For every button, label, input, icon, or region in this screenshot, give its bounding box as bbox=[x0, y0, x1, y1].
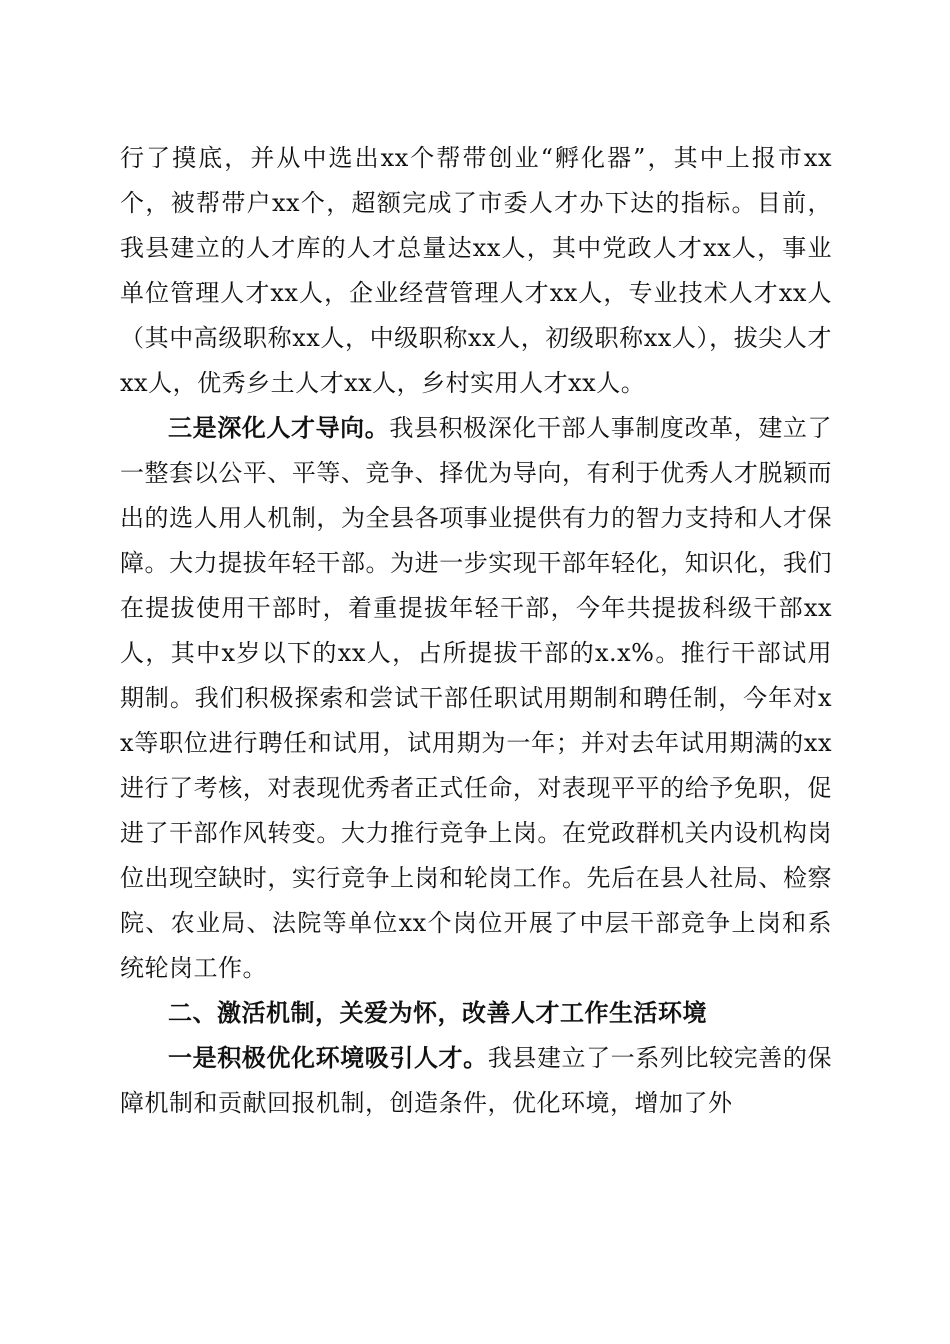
section-heading: 二、激活机制，关爱为怀，改善人才工作生活环境 bbox=[168, 999, 707, 1027]
paragraph-lead-talent-orientation: 三是深化人才导向。 bbox=[168, 414, 390, 442]
paragraph-body-optimize-environment: 我县建立了一系列比较完善的保障机制和贡献回报机制，创造条件，优化环境，增加了外 bbox=[120, 1044, 832, 1117]
paragraph-body-talent-orientation: 我县积极深化干部人事制度改革，建立了一整套以公平、平等、竞争、择优为导向，有利于优秀人才脱颖而出的选人用人机制，为全县各项事业提供有力的智力支持和人才保障。大力提拔年轻干部。为进一步实现干部年轻化，知识化，我们在提拔使用干部时，着重提拔年轻干部，今年共提拔科级干部xx人，其中x岁以下的xx人，占所提拔干部的x.x%。推行干部试用期制。我们积极探索和尝试干部任职试用期制和聘任制，今年对xx等职位进行聘任和试用，试用期为一年；并对去年试用期满的xx进行了考核，对表现优秀者正式任命，对表现平平的给予免职，促进了干部作风转变。大力推行竞争上岗。在党政群机关内设机构岗位出现空缺时，实行竞争上岗和轮岗工作。先后在县人社局、检察院、农业局、法院等单位xx个岗位开展了中层干部竞争上岗和系统轮岗工作。 bbox=[120, 414, 833, 982]
paragraph-lead-optimize-environment: 一是积极优化环境吸引人才。 bbox=[168, 1044, 488, 1072]
paragraph-optimize-environment bbox=[120, 1036, 832, 1126]
paragraph-talent-orientation bbox=[120, 406, 832, 991]
paragraph-talent-statistics: 行了摸底，并从中选出xx个帮带创业“孵化器”，其中上报市xx个，被帮带户xx个，超额完成了市委人才办下达的指标。目前，我县建立的人才库的人才总量达xx人，其中党政人才xx人，事业单位管理人才xx人，企业经营管理人才xx人，专业技术人才xx人（其中高级职称xx人，中级职称xx人，初级职称xx人），拔尖人才xx人，优秀乡土人才xx人，乡村实用人才xx人。 bbox=[120, 144, 832, 397]
document-body bbox=[120, 136, 832, 1126]
